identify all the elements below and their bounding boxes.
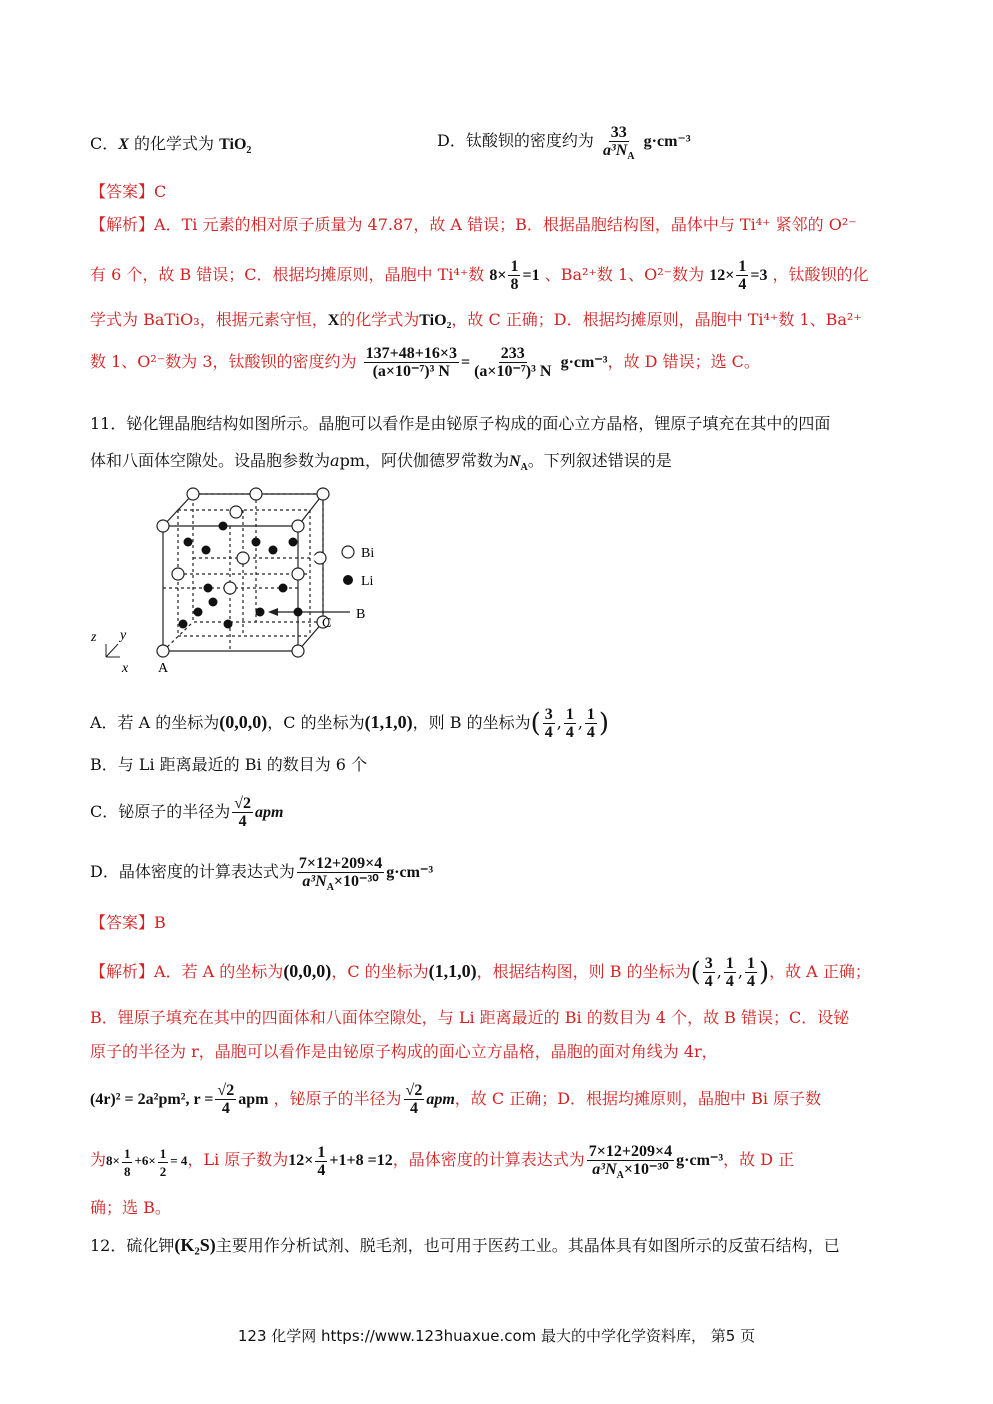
fraction: $\frac{1}{8}$ [510,258,519,293]
q10-answer: 【答案】C [90,182,167,201]
q11-explanation-line-5: 为8× $\frac{1}{8}$ +6× $\frac{1}{2}$ = 4，Li 原子数为12× $\frac{1}{4}$ +1+8 =12，晶体密度的计算表达式为 $\frac{7\times 12+209\times 4}{a^3N_A\times 10^{-30}}$ g·cm⁻³，故 D 正 [90,1143,795,1182]
q11-option-d: D．晶体密度的计算表达式为 $\frac{7\times 12+209\times 4}{a^3N_A\times 10^{-30}}$ g·cm⁻³ [90,855,434,894]
axis-z-label: z [91,630,97,645]
page-footer: 123 化学网 https://www.123huaxue.com 最大的中学化学资料库， 第5 页 [237,1327,756,1345]
q11-explanation-line-1: 【解析】A．若 A 的坐标为(0,0,0)，C 的坐标为(1,1,0)，根据结构图，则 B 的坐标为( $\frac{3}{4}$ , $\frac{1}{4}$ , $\frac{1}{4}$ )，故 A 正确； [90,955,871,990]
q11-stem-line-2: 体和八面体空隙处。设晶胞参数为apm，阿伏伽德罗常数为$N_A$。下列叙述错误的是 [90,451,672,474]
q11-explanation-line-3: 原子的半径为 r，晶胞可以看作是由铋原子构成的面心立方晶格，晶胞的面对角线为 4r， [90,1042,718,1061]
q11-stem-line-1: 11．铋化锂晶胞结构如图所示。晶胞可以看作是由铋原子构成的面心立方晶格，锂原子填充在其中的四面 [90,414,831,433]
q11-option-a: A．若 A 的坐标为(0,0,0)，C 的坐标为(1,1,0)，则 B 的坐标为( $\frac{3}{4}$ , $\frac{1}{4}$ , $\frac{1}{4}$ ) [90,706,610,741]
fraction: $\frac{137+48+16\times 3}{\text{(a×10⁻⁷)³ N}}$ [365,345,457,380]
legend-li-label: Li [361,574,374,589]
q10-explanation-line-4: 数 1、O²⁻数为 3，钛酸钡的密度约为 $\frac{137+48+16\times 3}{\text{(a×10⁻⁷)³ N}}$ = $\frac{233}{\text{(a×10⁻⁷)³ N}}$ g·cm⁻³，故 D 错误；选 C。 [90,345,760,380]
q10-explanation-line-1: 【解析】A．Ti 元素的相对原子质量为 47.87，故 A 错误；B．根据晶胞结构图，晶体中与 Ti⁴⁺ 紧邻的 O²⁻ [90,215,857,234]
q12-stem: 12．硫化钾(K₂S)主要用作分析试剂、脱毛剂，也可用于医药工业。其晶体具有如图所示的反萤石结构，已 [90,1235,840,1255]
label-a: A [158,661,169,676]
q11-option-b: B．与 Li 距离最近的 Bi 的数目为 6 个 [90,755,368,774]
fraction: $\frac{1}{4}$ [738,258,747,293]
q11-answer: 【答案】B [90,913,166,932]
q10-option-d: D．钛酸钡的密度约为 $\frac{33}{a^3N_A}$ g·cm⁻³ [437,124,691,163]
fraction: $\frac{233}{\text{(a×10⁻⁷)³ N}}$ [474,345,552,380]
crystal-structure-figure [88,484,398,679]
q11-explanation-line-6: 确；选 B。 [90,1198,171,1217]
legend-bi-label: Bi [361,546,375,561]
label-b: B [356,607,366,622]
q10-optd-fraction: $\frac{33}{a^3N_A}$ [602,124,635,163]
axis-y-label: y [120,628,127,643]
axis-x-label: x [122,661,129,676]
q11-explanation-line-4: (4r)² = 2a²pm², r = $\frac{√2}{4}$ apm ，铋原子的半径为 $\frac{√2}{4}$ apm，故 C 正确；D．根据均摊原则，晶胞中 Bi 原子数 [90,1082,822,1117]
q10-option-c: C．X 的化学式为 TiO$_2$ [90,134,252,157]
q11-explanation-line-2: B．锂原子填充在其中的四面体和八面体空隙处，与 Li 距离最近的 Bi 的数目为 4 个，故 B 错误；C．设铋 [90,1008,850,1027]
q10-explanation-line-2: 有 6 个，故 B 错误；C．根据均摊原则，晶胞中 Ti⁴⁺数 8× $\frac{1}{8}$ =1 、Ba²⁺数 1、O²⁻数为 12× $\frac{1}{4}$ =3 ，钛酸钡的化 [90,258,869,293]
q11-option-c: C．铋原子的半径为 $\frac{√2}{4}$ apm [90,795,284,830]
q10-explanation-line-3: 学式为 BaTiO₃，根据元素守恒，X的化学式为TiO₂，故 C 正确；D．根据均摊原则，晶胞中 Ti⁴⁺数 1、Ba²⁺ [90,310,862,329]
label-c: C [322,616,332,631]
